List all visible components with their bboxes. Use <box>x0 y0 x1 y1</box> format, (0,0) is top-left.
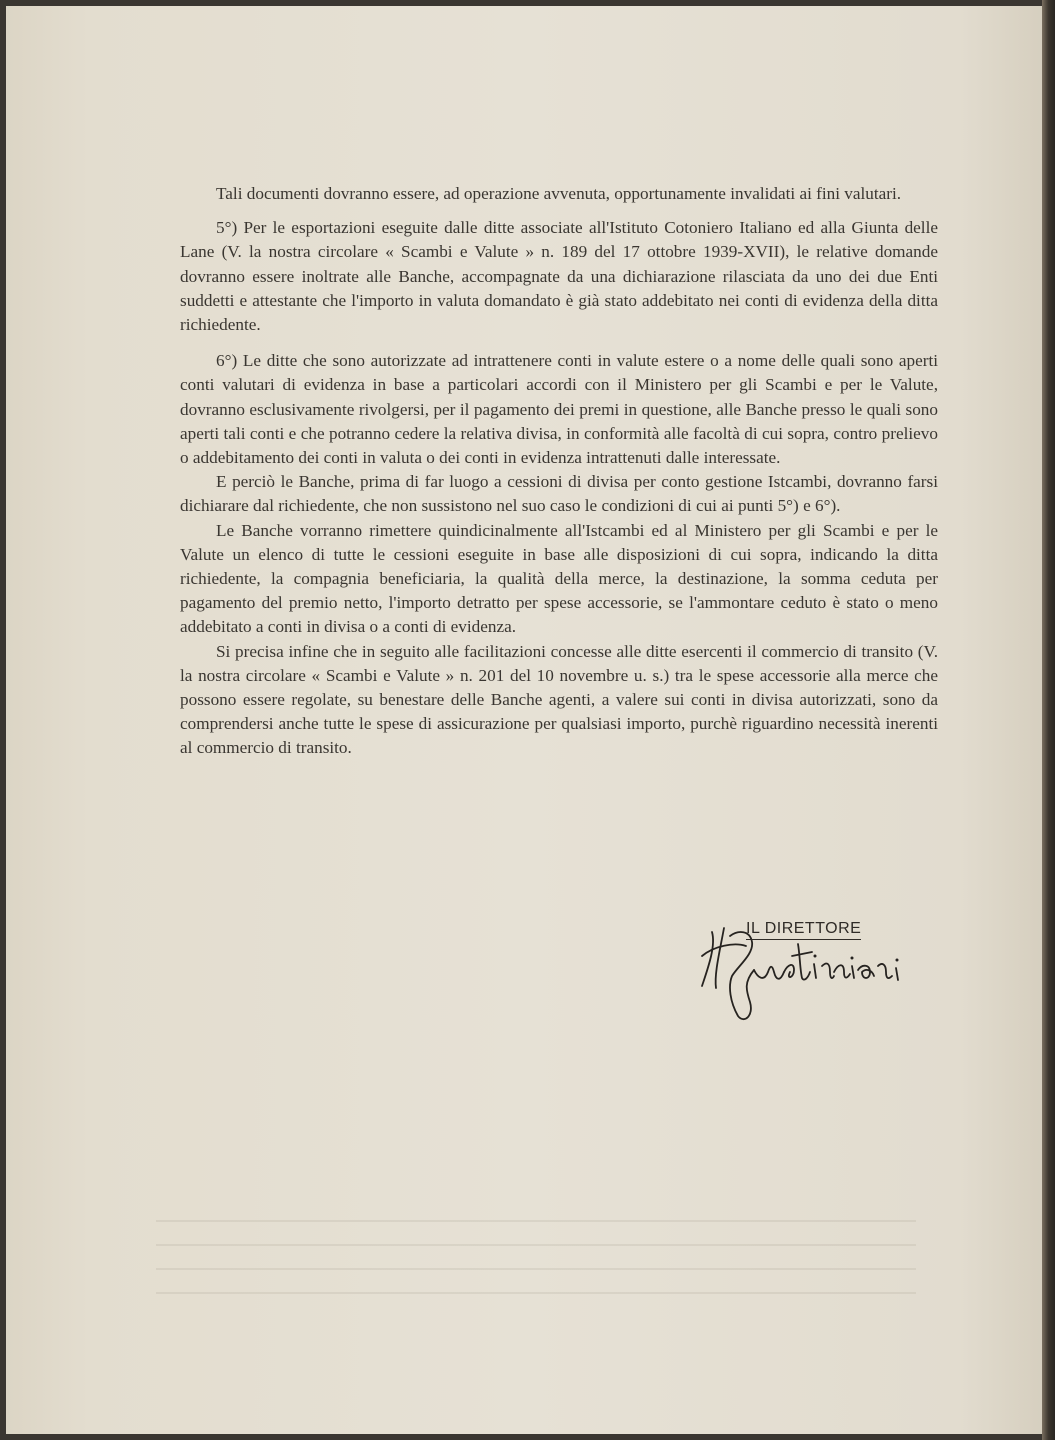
paragraph-documents-invalidated: Tali documenti dovranno essere, ad operazione avvenuta, opportunamente invalidati ai fini valutari. <box>216 184 902 203</box>
circular-body <box>180 182 938 761</box>
paragraph-point-6: 6°) Le ditte che sono autorizzate ad intrattenere conti in valute estere o a nome delle quali sono aperti conti valutari di evidenza in base a particolari accordi con il Ministero per gli Scambi e per le Valute, dovranno esclusivamente rivolgersi, per il pagamento dei premi in questione, alle Banche presso le quali sono aperti tali conti e che potranno cedere la relativa divisa, in conformità alle facoltà di cui sopra, contro prelievo o addebitamento dei conti in valuta o dei conti in evidenza intrattenuti dalle interessate. <box>180 351 938 468</box>
document-page <box>6 6 1042 1434</box>
signature-block <box>694 916 944 1026</box>
paragraph-banks-declaration: E perciò le Banche, prima di far luogo a cessioni di divisa per conto gestione Istcambi, dovranno farsi dichiarare dal richiedente, che non sussistono nel suo caso le condizioni di cui ai punti 5°) e 6°). <box>180 472 938 516</box>
director-title-text: IL DIRETTORE <box>746 920 862 937</box>
show-through-text <box>156 1206 916 1296</box>
book-binding-edge <box>1042 0 1055 1440</box>
director-title <box>746 920 861 940</box>
paragraph-banks-report: Le Banche vorranno rimettere quindicinalmente all'Istcambi ed al Ministero per gli Scambi e per le Valute un elenco di tutte le cessioni eseguite in base alle disposizioni di cui sopra, indicando la ditta richiedente, la compagnia beneficiaria, la qualità della merce, la destinazione, la somma ceduta per pagamento del premio netto, l'importo detratto per spese accessorie, se l'ammontare ceduto è stato o meno addebitato a conti in divisa o a conti di evidenza. <box>180 520 938 637</box>
paragraph-transit-trade: Si precisa infine che in seguito alle facilitazioni concesse alle ditte esercenti il commercio di transito (V. la nostra circolare « Scambi e Valute » n. 201 del 10 novembre u. s.) tra le spese accessorie alla merce che possono essere regolate, su benestare delle Banche agenti, a valere sui conti in divisa autorizzati, sono da comprendersi anche tutte le spese di assicurazione per qualsiasi importo, purchè riguardino necessità inerenti al commercio di transito. <box>180 641 938 758</box>
paragraph-point-5: 5°) Per le esportazioni eseguite dalle ditte associate all'Istituto Cotoniero Italiano ed alla Giunta delle Lane (V. la nostra circolare « Scambi e Valute » n. 189 del 17 ottobre 1939-XVII), le relative domande dovranno essere inoltrate alle Banche, accompagnate da una dichiarazione rilasciata da uno dei due Enti suddetti e attestante che l'importo in valuta domandato è già stato addebitato nei conti di evidenza della ditta richiedente. <box>180 218 938 335</box>
